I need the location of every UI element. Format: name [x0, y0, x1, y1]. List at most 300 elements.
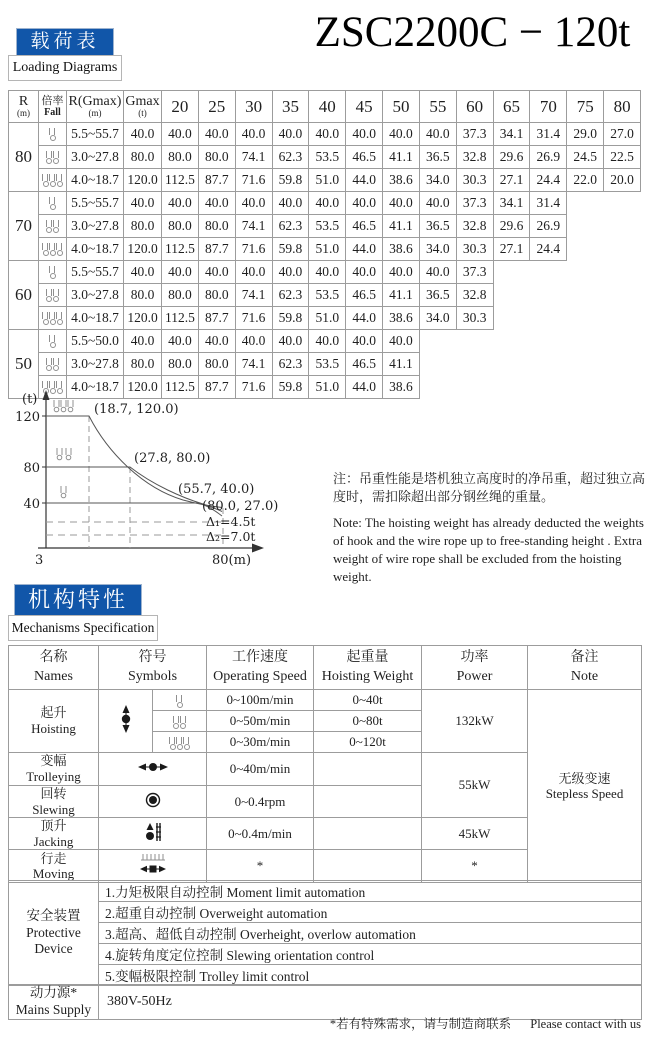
load-value-cell: 40.0 [272, 261, 309, 284]
slew-speed: 0~0.4rpm [207, 786, 314, 818]
jack-symbol-icon [99, 818, 207, 850]
load-value-cell [530, 376, 567, 399]
load-value-cell [493, 376, 530, 399]
col-header-note: 备注 Note [528, 646, 642, 690]
load-value-cell: 53.5 [309, 284, 346, 307]
radius-value: 80 [9, 123, 39, 192]
rgmax-range: 3.0~27.8 [67, 353, 124, 376]
gmax-value: 40.0 [124, 261, 162, 284]
gmax-value: 120.0 [124, 169, 162, 192]
col-header-radius: 60 [456, 91, 493, 123]
load-value-cell: 34.1 [493, 192, 530, 215]
pulley-icon [180, 716, 187, 729]
load-value-cell [419, 353, 456, 376]
fall-icon-triple [153, 732, 207, 753]
rail-travel-icon [136, 852, 170, 876]
load-value-cell [456, 376, 493, 399]
slew-weight [314, 786, 422, 818]
protective-item: 3.超高、超低自动控制 Overheight, overlow automation [99, 923, 642, 944]
mechanism-name-trolleying: 变幅 Trolleying [9, 753, 99, 786]
load-value-cell: 80.0 [162, 146, 199, 169]
load-value-cell: 59.8 [272, 376, 309, 399]
fall-icon-triple [39, 307, 67, 330]
rgmax-range: 5.5~55.7 [67, 192, 124, 215]
trolley-speed: 0~40m/min [207, 753, 314, 786]
y-axis-arrow-icon [43, 390, 50, 400]
col-header-symbols: 符号 Symbols [99, 646, 207, 690]
load-value-cell: 44.0 [346, 238, 383, 261]
col-header-radius: 80 [604, 91, 641, 123]
hoist-speed-1: 0~100m/min [207, 690, 314, 711]
gmax-value: 120.0 [124, 376, 162, 399]
load-value-cell: 40.0 [309, 330, 346, 353]
annotation-peak-double: (27.8, 80.0) [134, 451, 211, 466]
load-value-cell: 80.0 [198, 146, 235, 169]
protective-item: 1.力矩极限自动控制 Moment limit automation [99, 881, 642, 902]
load-value-cell: 38.6 [383, 376, 420, 399]
load-value-cell: 40.0 [309, 123, 346, 146]
col-header-names: 名称 Names [9, 646, 99, 690]
load-value-cell: 30.3 [456, 169, 493, 192]
load-value-cell [604, 192, 641, 215]
load-value-cell: 53.5 [309, 215, 346, 238]
mechanism-name-hoisting: 起升 Hoisting [9, 690, 99, 753]
loading-group-80 [9, 123, 641, 192]
load-value-cell: 40.0 [346, 261, 383, 284]
hoist-speed-3: 0~30m/min [207, 732, 314, 753]
pulley-icon [176, 695, 183, 708]
mechanism-name-slewing: 回转 Slewing [9, 786, 99, 818]
load-value-cell: 71.6 [235, 307, 272, 330]
load-value-cell: 31.4 [530, 192, 567, 215]
pulley-icon [183, 737, 190, 750]
load-value-cell [530, 284, 567, 307]
load-value-cell [604, 261, 641, 284]
load-value-cell: 40.0 [309, 261, 346, 284]
load-value-cell: 40.0 [383, 123, 420, 146]
load-value-cell: 32.8 [456, 146, 493, 169]
col-header-radius-r: R (m) [9, 91, 39, 123]
pulley-icon [46, 289, 53, 302]
rotation-icon [145, 792, 161, 808]
mechanism-name-jacking: 顶升 Jacking [9, 818, 99, 850]
gmax-value: 120.0 [124, 307, 162, 330]
radius-value: 70 [9, 192, 39, 261]
load-value-cell: 41.1 [383, 215, 420, 238]
gmax-value: 120.0 [124, 238, 162, 261]
load-value-cell: 34.0 [419, 169, 456, 192]
load-value-cell: 53.5 [309, 353, 346, 376]
fall-icon-single [39, 261, 67, 284]
loading-row [9, 169, 641, 192]
radius-value: 50 [9, 330, 39, 399]
col-header-radius: 20 [162, 91, 199, 123]
load-value-cell: 71.6 [235, 169, 272, 192]
hoist-power: 132kW [422, 690, 528, 753]
pulley-icon [53, 220, 60, 233]
pulley-icon [56, 243, 63, 256]
load-value-cell [493, 284, 530, 307]
load-value-cell: 59.8 [272, 238, 309, 261]
load-value-cell: 80.0 [198, 215, 235, 238]
fall-icon-double [153, 711, 207, 732]
gmax-value: 80.0 [124, 215, 162, 238]
load-value-cell: 112.5 [162, 169, 199, 192]
load-value-cell: 41.1 [383, 284, 420, 307]
load-value-cell [567, 215, 604, 238]
load-value-cell: 51.0 [309, 307, 346, 330]
loading-row [9, 261, 641, 284]
loading-row [9, 353, 641, 376]
load-value-cell: 80.0 [162, 215, 199, 238]
footer-note [0, 1014, 641, 1032]
load-value-cell: 112.5 [162, 307, 199, 330]
load-value-cell: 27.1 [493, 169, 530, 192]
rgmax-range: 4.0~18.7 [67, 307, 124, 330]
rgmax-range: 3.0~27.8 [67, 215, 124, 238]
load-value-cell: 40.0 [309, 192, 346, 215]
load-value-cell: 40.0 [198, 330, 235, 353]
pulley-icon [176, 737, 183, 750]
pulley-icon [46, 220, 53, 233]
col-header-gmax: Gmax (t) [124, 91, 162, 123]
pulley-icon [169, 737, 176, 750]
load-value-cell: 46.5 [346, 284, 383, 307]
col-header-weight: 起重量 Hoisting Weight [314, 646, 422, 690]
load-value-cell: 37.3 [456, 123, 493, 146]
load-value-cell: 20.0 [604, 169, 641, 192]
load-value-cell: 36.5 [419, 146, 456, 169]
loading-row [9, 330, 641, 353]
load-value-cell [456, 330, 493, 353]
load-value-cell: 40.0 [235, 261, 272, 284]
load-value-cell: 36.5 [419, 215, 456, 238]
load-value-cell: 24.4 [530, 238, 567, 261]
load-value-cell: 71.6 [235, 238, 272, 261]
hoist-weight-3: 0~120t [314, 732, 422, 753]
stepless-speed-note: 无级变速 Stepless Speed [528, 690, 642, 883]
rgmax-range: 3.0~27.8 [67, 146, 124, 169]
load-value-cell: 40.0 [383, 261, 420, 284]
trolley-slew-power: 55kW [422, 753, 528, 818]
col-header-fall: 倍率 Fall [39, 91, 67, 123]
load-value-cell: 80.0 [162, 353, 199, 376]
load-value-cell: 26.9 [530, 146, 567, 169]
gmax-value: 80.0 [124, 146, 162, 169]
load-value-cell: 40.0 [235, 330, 272, 353]
load-value-cell: 80.0 [198, 353, 235, 376]
col-header-radius: 75 [567, 91, 604, 123]
pulley-icon [49, 335, 56, 348]
fall-icon-single [39, 123, 67, 146]
load-value-cell: 40.0 [162, 123, 199, 146]
load-value-cell: 27.1 [493, 238, 530, 261]
trolley-weight [314, 753, 422, 786]
hoist-symbol-icon [99, 690, 153, 753]
col-header-radius: 25 [198, 91, 235, 123]
load-value-cell [604, 215, 641, 238]
pulley-icon [42, 243, 49, 256]
col-header-radius: 70 [530, 91, 567, 123]
curve-single-fall [46, 503, 222, 516]
load-value-cell: 22.5 [604, 146, 641, 169]
load-value-cell [567, 376, 604, 399]
load-value-cell: 30.3 [456, 238, 493, 261]
jack-weight [314, 818, 422, 850]
load-value-cell: 40.0 [272, 123, 309, 146]
load-value-cell [604, 284, 641, 307]
annotation-peak-single: (55.7, 40.0) [178, 482, 255, 497]
load-value-cell: 34.1 [493, 123, 530, 146]
pulley-icon-single [61, 486, 66, 498]
pulley-icon [49, 128, 56, 141]
load-curve-chart [8, 388, 340, 578]
annotation-peak-triple: (18.7, 120.0) [94, 402, 179, 417]
load-value-cell [567, 353, 604, 376]
pulley-icon [49, 266, 56, 279]
fall-icon-single [153, 690, 207, 711]
load-value-cell: 22.0 [567, 169, 604, 192]
rgmax-range: 5.5~55.7 [67, 261, 124, 284]
load-value-cell: 87.7 [198, 307, 235, 330]
col-header-radius: 55 [419, 91, 456, 123]
load-value-cell [567, 330, 604, 353]
load-value-cell: 62.3 [272, 215, 309, 238]
loading-row [9, 192, 641, 215]
load-value-cell: 29.0 [567, 123, 604, 146]
col-header-speed: 工作速度 Operating Speed [207, 646, 314, 690]
fall-icon-double [39, 146, 67, 169]
loading-table [8, 90, 641, 399]
hoist-weight-1: 0~40t [314, 690, 422, 711]
fall-icon-triple [39, 238, 67, 261]
protective-row [9, 902, 642, 923]
pulley-icon-double [57, 448, 71, 460]
protective-row [9, 944, 642, 965]
pulley-icon [53, 289, 60, 302]
load-value-cell: 40.0 [346, 123, 383, 146]
load-value-cell: 74.1 [235, 284, 272, 307]
x-end-label: 80(m) [212, 553, 252, 568]
load-value-cell: 26.9 [530, 215, 567, 238]
col-header-radius: 35 [272, 91, 309, 123]
load-value-cell [567, 284, 604, 307]
load-value-cell: 29.6 [493, 146, 530, 169]
mechanisms-table [8, 645, 642, 883]
mains-supply-value: 380V-50Hz [99, 985, 642, 1020]
load-value-cell [604, 238, 641, 261]
protective-row [9, 881, 642, 902]
pulley-icon [53, 358, 60, 371]
load-value-cell [604, 353, 641, 376]
pulley-icon [49, 197, 56, 210]
footer-note-zh: *若有特殊需求，请与制造商联系 [329, 1017, 512, 1031]
loading-diagrams-badge-en: Loading Diagrams [8, 55, 122, 81]
col-header-power: 功率 Power [422, 646, 528, 690]
y-tick-120: 120 [15, 410, 40, 425]
loading-row [9, 284, 641, 307]
load-value-cell: 46.5 [346, 146, 383, 169]
horizontal-arrows-icon [138, 761, 168, 773]
loading-row [9, 215, 641, 238]
pulley-icon [49, 312, 56, 325]
loading-table-header-row [9, 91, 641, 123]
load-value-cell: 32.8 [456, 215, 493, 238]
load-value-cell: 27.0 [604, 123, 641, 146]
load-value-cell [493, 307, 530, 330]
load-value-cell: 40.0 [272, 192, 309, 215]
load-value-cell: 24.5 [567, 146, 604, 169]
load-value-cell: 41.1 [383, 146, 420, 169]
col-header-radius: 40 [309, 91, 346, 123]
pulley-icon [46, 358, 53, 371]
load-value-cell: 59.8 [272, 307, 309, 330]
trolley-symbol-icon [99, 753, 207, 786]
load-value-cell: 40.0 [198, 192, 235, 215]
loading-diagrams-badge: 载荷表 [16, 28, 114, 56]
load-value-cell: 40.0 [383, 330, 420, 353]
x-axis-arrow-icon [252, 544, 264, 553]
load-value-cell [493, 353, 530, 376]
rgmax-range: 4.0~18.7 [67, 238, 124, 261]
mains-supply-label: 动力源* Mains Supply [9, 985, 99, 1020]
load-value-cell: 40.0 [272, 330, 309, 353]
load-value-cell: 74.1 [235, 353, 272, 376]
col-header-radius: 50 [383, 91, 420, 123]
x-start-label: 3 [35, 553, 44, 568]
load-value-cell: 40.0 [162, 330, 199, 353]
fall-icon-single [39, 192, 67, 215]
rgmax-range: 4.0~18.7 [67, 376, 124, 399]
footer-note-en: Please contact with us [530, 1017, 641, 1031]
load-value-cell [530, 261, 567, 284]
load-value-cell: 74.1 [235, 146, 272, 169]
loading-row [9, 123, 641, 146]
protective-item: 4.旋转角度定位控制 Slewing orientation control [99, 944, 642, 965]
radius-value: 60 [9, 261, 39, 330]
load-value-cell [567, 261, 604, 284]
load-value-cell: 36.5 [419, 284, 456, 307]
load-value-cell: 24.4 [530, 169, 567, 192]
load-value-cell: 40.0 [235, 192, 272, 215]
protective-row [9, 923, 642, 944]
load-value-cell: 40.0 [346, 192, 383, 215]
load-value-cell: 38.6 [383, 307, 420, 330]
load-value-cell: 40.0 [162, 192, 199, 215]
load-value-cell: 38.6 [383, 238, 420, 261]
load-value-cell [493, 330, 530, 353]
rgmax-range: 3.0~27.8 [67, 284, 124, 307]
load-value-cell: 59.8 [272, 169, 309, 192]
fall-icon-double [39, 284, 67, 307]
load-value-cell: 37.3 [456, 192, 493, 215]
vertical-arrows-icon [120, 705, 132, 733]
load-value-cell [567, 192, 604, 215]
y-tick-40: 40 [23, 497, 40, 512]
fall-icon-double [39, 215, 67, 238]
pulley-icon [46, 151, 53, 164]
rgmax-range: 4.0~18.7 [67, 169, 124, 192]
load-value-cell: 40.0 [162, 261, 199, 284]
load-value-cell: 51.0 [309, 238, 346, 261]
pulley-icon [56, 174, 63, 187]
load-value-cell: 71.6 [235, 376, 272, 399]
load-value-cell [604, 376, 641, 399]
load-value-cell: 44.0 [346, 307, 383, 330]
load-value-cell: 32.8 [456, 284, 493, 307]
mechanisms-badge-en: Mechanisms Specification [8, 615, 158, 641]
load-value-cell: 34.0 [419, 238, 456, 261]
load-value-cell: 87.7 [198, 238, 235, 261]
load-value-cell: 80.0 [198, 284, 235, 307]
col-header-radius: 30 [235, 91, 272, 123]
load-value-cell: 40.0 [346, 330, 383, 353]
load-value-cell [604, 330, 641, 353]
hoist-weight-2: 0~80t [314, 711, 422, 732]
pulley-icon [173, 716, 180, 729]
load-value-cell: 40.0 [419, 123, 456, 146]
fall-icon-single [39, 330, 67, 353]
gmax-value: 40.0 [124, 330, 162, 353]
loading-group-60 [9, 261, 641, 330]
load-value-cell: 62.3 [272, 284, 309, 307]
pulley-icon [56, 312, 63, 325]
load-value-cell: 29.6 [493, 215, 530, 238]
move-power: * [422, 850, 528, 883]
load-value-cell: 62.3 [272, 353, 309, 376]
load-value-cell [419, 376, 456, 399]
load-value-cell: 40.0 [419, 192, 456, 215]
pulley-icon [53, 151, 60, 164]
load-value-cell: 40.0 [235, 123, 272, 146]
loading-row [9, 307, 641, 330]
fall-icon-double [39, 353, 67, 376]
pulley-icon [49, 174, 56, 187]
col-header-radius: 45 [346, 91, 383, 123]
load-value-cell [530, 353, 567, 376]
load-value-cell [567, 307, 604, 330]
rgmax-range: 5.5~55.7 [67, 123, 124, 146]
load-value-cell: 74.1 [235, 215, 272, 238]
protective-item: 2.超重自动控制 Overweight automation [99, 902, 642, 923]
col-header-radius: 65 [493, 91, 530, 123]
pulley-icon [49, 243, 56, 256]
move-speed: * [207, 850, 314, 883]
jack-speed: 0~0.4m/min [207, 818, 314, 850]
load-value-cell [530, 330, 567, 353]
load-value-cell: 80.0 [162, 284, 199, 307]
load-value-cell: 53.5 [309, 146, 346, 169]
hoist-speed-2: 0~50m/min [207, 711, 314, 732]
protective-table [8, 880, 642, 986]
rgmax-range: 5.5~50.0 [67, 330, 124, 353]
load-value-cell: 30.3 [456, 307, 493, 330]
load-value-cell: 51.0 [309, 376, 346, 399]
slew-symbol-icon [99, 786, 207, 818]
gmax-value: 40.0 [124, 123, 162, 146]
protective-device-label: 安全装置 Protective Device [9, 881, 99, 986]
protective-row [9, 965, 642, 986]
annotation-end-point: (80.0, 27.0) [202, 499, 279, 514]
loading-group-70 [9, 192, 641, 261]
col-header-rgmax: R(Gmax) (m) [67, 91, 124, 123]
load-value-cell: 38.6 [383, 169, 420, 192]
load-value-cell: 46.5 [346, 353, 383, 376]
move-symbol-icon [99, 850, 207, 883]
annotation-delta2: Δ₂=7.0t [206, 529, 256, 544]
load-value-cell: 40.0 [198, 261, 235, 284]
pulley-icon [42, 174, 49, 187]
